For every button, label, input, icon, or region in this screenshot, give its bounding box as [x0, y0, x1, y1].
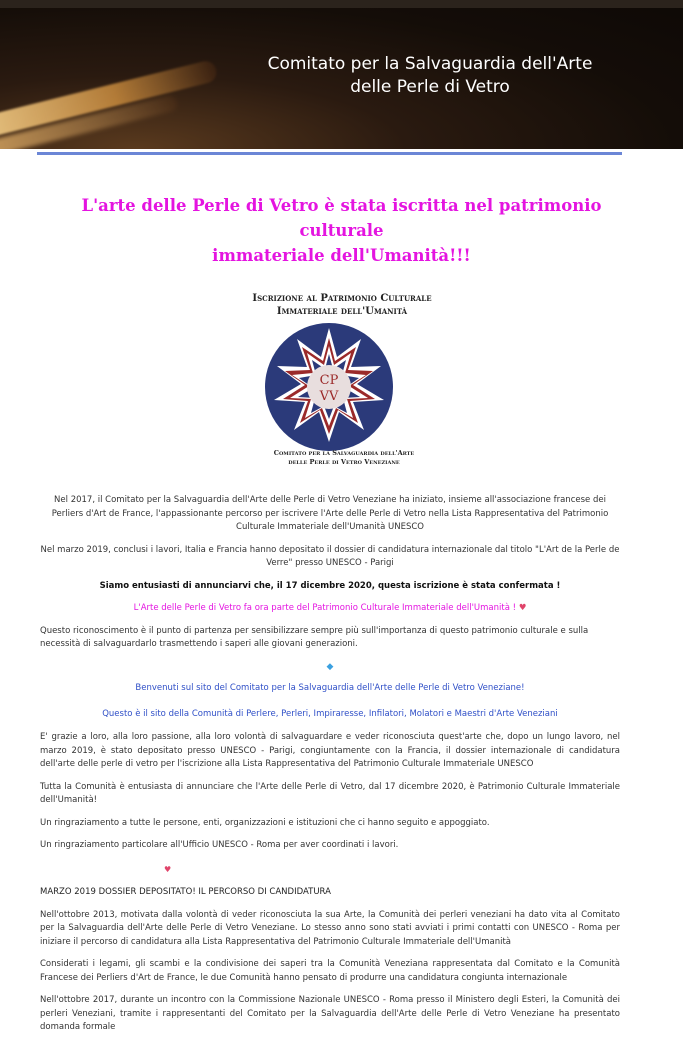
logo-caption-line1: Iscrizione al Patrimonio Culturale [252, 293, 432, 304]
community-paragraph: E' grazie a loro, alla loro passione, alla loro volontà di salvaguardare e veder riconosciuta quest'arte che, dopo un lungo lavoro, nel marzo 2019, è stato depositato presso UNESCO - Parigi, congiuntamente con la Francia, il dossier internazionale di candidatura dell'arte delle perle di vetro per l'iscrizione alla Lista Rappresentativa del Patrimonio Culturale Immateriale UNESCO [40, 732, 620, 769]
dossier-paragraph: Nel marzo 2019, conclusi i lavori, Italia e Francia hanno depositato il dossier di candidatura internazionale dal titolo "L'Art de la Perle de Verre" presso UNESCO - Parigi [40, 544, 620, 568]
site-title-line2: delle Perle di Vetro [350, 77, 510, 97]
headline-line1: L'arte delle Perle di Vetro è stata iscritta nel patrimonio culturale [81, 196, 602, 240]
section-title: MARZO 2019 DOSSIER DEPOSITATO! IL PERCORSO DI CANDIDATURA [40, 887, 331, 897]
logo-caption-line2: Immateriale dell'Umanità [276, 306, 408, 317]
heart-divider-icon: ♥ [164, 864, 172, 874]
unesco-inscription-logo [237, 292, 447, 472]
heart-icon: ♥ [518, 603, 527, 613]
history-paragraph-2: Considerati i legami, gli scambi e la condivisione dei saperi tra la Comunità Veneziana rappresentata dal Comitato e la Comunità Francese dei Perliers d'Art de France, le due Comunità hanno pensato di produrre una candidatura congiunta internazionale [40, 959, 620, 983]
history-paragraph-3: Nell'ottobre 2017, durante un incontro con la Commissione Nazionale UNESCO - Roma presso il Ministero degli Esteri, la Comunità dei perleri Veneziani, tramite i rappresentanti del Comitato per la Salvaguardia dell'Arte delle Perle di Vetro Veneziane ha presentato domanda formale [40, 995, 620, 1032]
star-emblem-icon [264, 322, 394, 452]
inscription-note-text: L'Arte delle Perle di Vetro fa ora parte del Patrimonio Culturale Immateriale dell'Umanità ! [133, 603, 517, 613]
history-paragraph-1: Nell'ottobre 2013, motivata dalla volontà di veder riconosciuta la sua Arte, la Comunità dei perleri veneziani ha dato vita al Comitato per la Salvaguardia dell'Arte delle Perle di Vetro Veneziane. Lo stesso anno sono stati avviati i primi contatti con UNESCO - Roma per iniziare il percorso di candidatura alla Lista Rappresentativa del Patrimonio Culturale Immateriale dell'Umanità [40, 909, 620, 947]
celebration-paragraph: Tutta la Comunità è entusiasta di annunciare che l'Arte delle Perle di Vetro, dal 17 dicembre 2020, è Patrimonio Culturale Immateriale dell'Umanità! [40, 781, 620, 805]
thanks-paragraph: Un ringraziamento a tutte le persone, enti, organizzazioni e istituzioni che ci hanno seguito e appoggiato. [40, 817, 490, 828]
logo-footer-caption [269, 449, 419, 467]
inscription-note [40, 602, 620, 616]
gem-icon: ◆ [326, 661, 334, 672]
site-title-line1: Comitato per la Salvaguardia dell'Arte [267, 54, 593, 74]
headline-line2: immateriale dell'Umanità!!! [212, 246, 471, 265]
monogram-bottom: VV [319, 389, 339, 404]
logo-caption [237, 292, 447, 318]
unesco-thanks-paragraph: Un ringraziamento particolare all'Ufficio UNESCO - Roma per aver coordinati i lavori. [40, 840, 399, 850]
announcement: Siamo entusiasti di annunciarvi che, il 17 dicembre 2020, questa iscrizione è stata confermata ! [99, 580, 561, 591]
monogram-top: CP [319, 373, 339, 388]
recognition-paragraph: Questo riconoscimento è il punto di partenza per sensibilizzare sempre più sull'importanza di questo patrimonio culturale e sulla necessità di salvaguardarlo trasmettendo i saperi alle giovani generazioni. [40, 625, 589, 649]
logo-footer-line1: Comitato per la Salvaguardia dell'Arte [273, 449, 415, 457]
community-text: Questo è il sito della Comunità di Perlere, Perleri, Impiraresse, Infilatori, Molatori e Maestri d'Arte Veneziani [102, 708, 558, 719]
site-title[interactable] [230, 53, 630, 99]
page-headline [40, 193, 643, 268]
logo-footer-line2: delle Perle di Vetro Veneziane [288, 458, 400, 466]
main-content [40, 494, 620, 1044]
header-banner [0, 0, 683, 149]
banner-top-band [0, 0, 683, 8]
intro-paragraph: Nel 2017, il Comitato per la Salvaguardia dell'Arte delle Perle di Vetro Veneziane ha iniziato, insieme all'associazione francese dei Perliers d'Art de France, l'appassionante percorso per iscrivere l'Arte delle Perle di Vetro nella Lista Rappresentativa del Patrimonio Culturale Immateriale dell'Umanità UNESCO [51, 495, 609, 532]
header-divider [37, 152, 622, 155]
welcome-text: Benvenuti sul sito del Comitato per la Salvaguardia dell'Arte delle Perle di Vetro Veneziane! [135, 683, 525, 693]
